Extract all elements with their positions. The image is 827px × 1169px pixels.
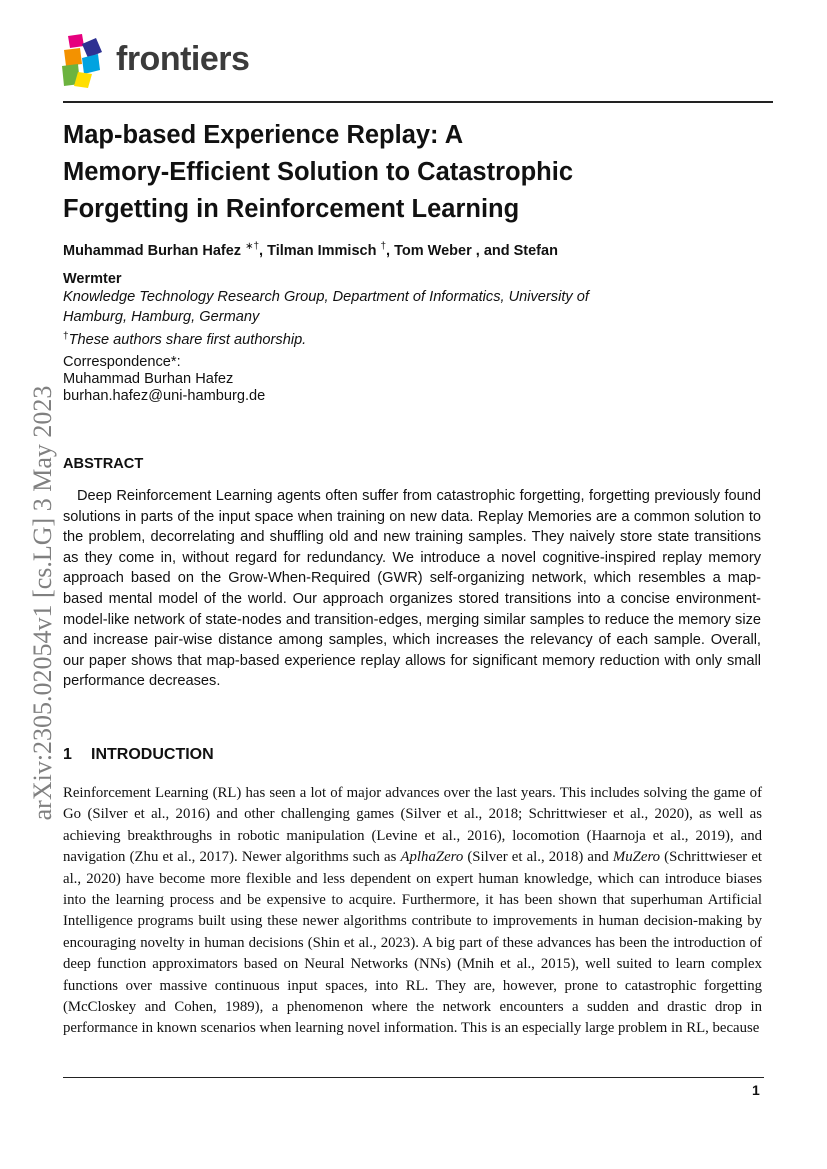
author-name: Muhammad Burhan Hafez: [63, 243, 242, 259]
frontiers-logo: [62, 34, 272, 90]
logo-tile-blue: [82, 38, 102, 58]
intro-emphasis: AplhaZero: [400, 849, 464, 866]
abstract-text: Deep Reinforcement Learning agents often suffer from catastrophic forgetting, forgetting previously found solutions in parts of the input space when training on new data. Replay Memories are a common solution to the problem, decorrelating and shuffling old and new training samples. They naively store state transitions as they come in, without regard for redundancy. We introduce a novel cognitive-inspired replay memory approach based on the Grow-When-Required (GWR) self-organizing network, which resembles a map-based mental model of the world. Our approach organizes stored transitions into a concise environment-model-like network of state-nodes and transition-edges, merging similar samples to reduce the memory size and increase pair-wise distance among samples, which increases the relevancy of each sample. Overall, our paper shows that map-based experience replay allows for significant memory reduction with only small performance decreases.: [63, 488, 761, 690]
correspondence-email[interactable]: burhan.hafez@uni-hamburg.de: [63, 388, 266, 404]
title-line: Memory-Efficient Solution to Catastrophic: [63, 158, 574, 186]
logo-tile-magenta: [68, 34, 84, 48]
correspondence: [63, 354, 265, 405]
author-name: Tilman Immisch: [267, 243, 377, 259]
section-number: 1: [63, 746, 72, 763]
paper-title: [63, 117, 703, 228]
author-mark: ∗†: [245, 241, 260, 252]
correspondence-label: Correspondence*:: [63, 354, 181, 370]
correspondence-name: Muhammad Burhan Hafez: [63, 371, 234, 387]
footer-rule: [63, 1077, 764, 1078]
shared-mark: †: [63, 331, 69, 342]
affiliation: [63, 287, 703, 350]
title-line: Map-based Experience Replay: A: [63, 121, 464, 149]
shared-note-text: These authors share first authorship.: [68, 332, 307, 348]
author-name: and Stefan: [483, 243, 558, 259]
shared-authorship-note: [63, 327, 703, 350]
intro-text: (Silver et al., 2018) and: [463, 849, 613, 866]
author-list: Muhammad Burhan Hafez ∗†, Tilman Immisch †, Tom Weber , and Stefan Wermter: [63, 241, 558, 287]
section-title: INTRODUCTION: [91, 746, 214, 763]
affiliation-line: Knowledge Technology Research Group, Department of Informatics, University of: [63, 289, 589, 305]
introduction-paragraph: [63, 783, 762, 1040]
affiliation-line: Hamburg, Hamburg, Germany: [63, 309, 260, 325]
intro-text: (Schrittwieser et al., 2020) have become more flexible and less dependent on expert human knowledge, which can introduce biases into the learning process and be expensive to acquire. Furthermore, it has been shown that superhuman Artificial Intelligence programs built using these newer algorithms contribute to improvements in human decision-making by encouraging novelty in human decisions (Shin et al., 2023). A big part of these advances has been the introduction of deep function approximators based on Neural Networks (NNs) (Mnih et al., 2015), well suited to learn complex functions over massive continuous input spaces, into RL. They are, however, prone to catastrophic forgetting (McCloskey and Cohen, 1989), a phenomenon where the network encounters a sudden and drastic drop in performance in known scenarios when learning novel information. This is an especially large problem in RL, because: [63, 849, 762, 1037]
logo-tile-orange: [64, 48, 82, 66]
abstract-heading: ABSTRACT: [63, 456, 144, 472]
intro-text: Reinforcement Learning (RL) has seen a lot of major advances over the last years. This includes solving the game of Go (Silver et al., 2016) and other challenging games (Silver et al., 2018; Schrittwieser et al., 2020), as well as achieving breakthroughs in robotic manipulation (Levine et al., 2016), locomotion (Haarnoja et al., 2019), and navigation (Zhu et al., 2017). Newer algorithms such as: [63, 785, 762, 866]
logo-tile-cyan: [82, 54, 100, 74]
title-line: Forgetting in Reinforcement Learning: [63, 195, 520, 223]
section-heading: [63, 746, 214, 764]
intro-emphasis: MuZero: [612, 849, 661, 866]
page-number: 1: [752, 1082, 760, 1098]
brand-name: frontiers: [116, 40, 250, 78]
author-name: Tom Weber: [394, 243, 472, 259]
arxiv-identifier: arXiv:2305.02054v1 [cs.LG] 3 May 2023: [28, 385, 57, 821]
header-rule: [63, 101, 773, 103]
frontiers-logo-icon: [62, 34, 114, 90]
author-name: Wermter: [63, 271, 122, 287]
author-mark: †: [380, 241, 387, 252]
